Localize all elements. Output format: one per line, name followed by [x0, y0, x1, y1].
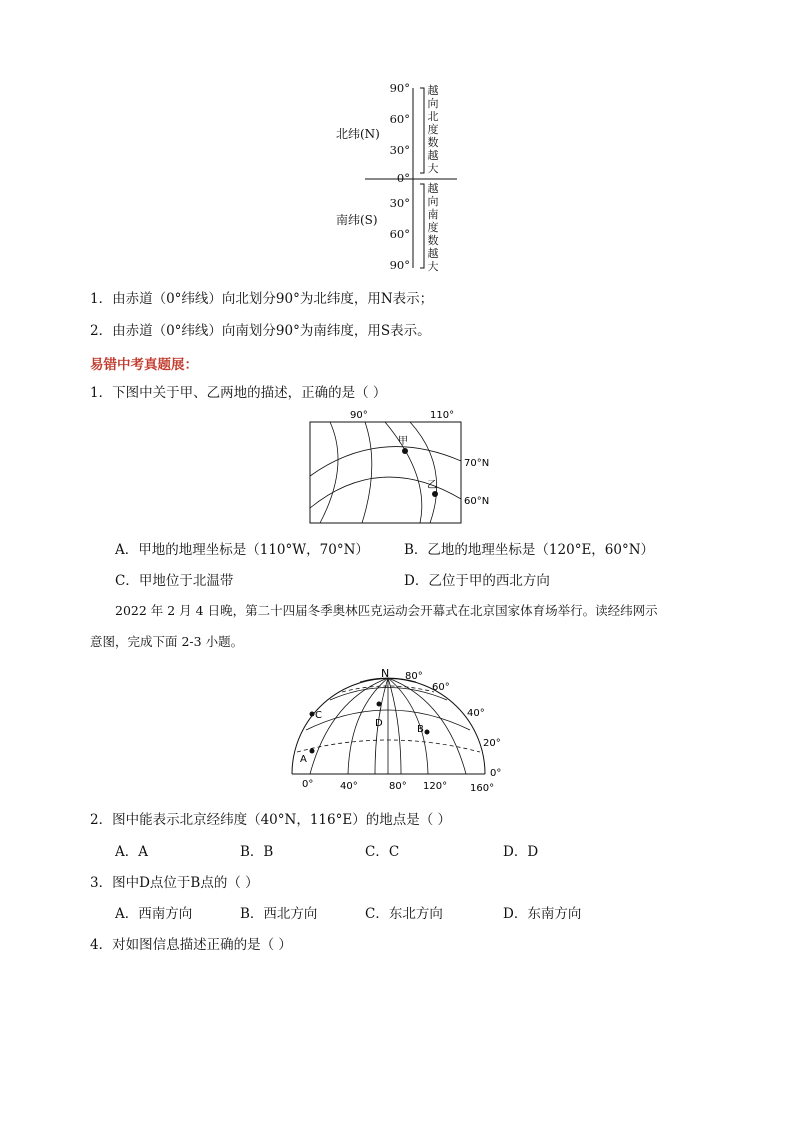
point-d — [377, 702, 382, 707]
fig2-lon-80: 80° — [389, 781, 407, 792]
tick-n60: 60° — [389, 112, 410, 126]
note-1: 1．由赤道（0°纬线）向北划分90°为北纬度，用N表示； — [90, 291, 434, 307]
south-note: 越 向 南 度 数 越 大 — [427, 182, 439, 273]
q3-option-a[interactable]: A．西南方向 — [115, 906, 193, 922]
q1-option-d[interactable]: D．乙位于甲的西北方向 — [404, 573, 550, 589]
north-label: 北纬(N) — [336, 127, 380, 141]
passage-line-1: 2022 年 2 月 4 日晚，第二十四届冬季奥林匹克运动会开幕式在北京国家体育场举行。读经纬网示 — [115, 603, 658, 618]
tick-n30: 30° — [389, 143, 410, 157]
point-c — [310, 712, 315, 717]
q2-option-a[interactable]: A．A — [115, 844, 148, 860]
q1-top-label-90: 90° — [350, 410, 368, 421]
fig2-lon-0: 0° — [302, 779, 314, 790]
point-jia — [402, 448, 408, 454]
latitude-axis — [360, 80, 470, 280]
fig2-lon-120: 120° — [423, 781, 448, 792]
q3-stem: 3．图中D点位于B点的（ ） — [90, 875, 259, 891]
q1-top-label-110: 110° — [430, 410, 455, 421]
fig2-lat-60: 60° — [432, 682, 450, 693]
q2-option-d[interactable]: D．D — [503, 844, 539, 860]
passage-line-2: 意图，完成下面 2-3 小题。 — [90, 634, 244, 649]
point-a — [310, 749, 315, 754]
fig2-point-label-c: C — [315, 710, 322, 721]
q2-option-c[interactable]: C．C — [365, 844, 400, 860]
q1-option-a[interactable]: A．甲地的地理坐标是（110°W，70°N） — [115, 542, 369, 558]
q3-option-d[interactable]: D．东南方向 — [503, 906, 582, 922]
q1-graticule-figure — [300, 406, 500, 526]
point-b — [425, 730, 430, 735]
point-yi — [432, 491, 438, 497]
fig2-point-label-a: A — [300, 754, 307, 765]
fig2-point-label-b: B — [417, 724, 424, 735]
fig2-lon-40: 40° — [340, 781, 358, 792]
tick-s60: 60° — [389, 227, 410, 241]
q2-option-b[interactable]: B．B — [240, 844, 274, 860]
q3-option-b[interactable]: B．西北方向 — [240, 906, 318, 922]
q1-stem: 1．下图中关于甲、乙两地的描述，正确的是（ ） — [90, 385, 387, 401]
fig2-lon-160: 160° — [470, 783, 495, 794]
tick-s30: 30° — [389, 196, 410, 210]
q1-option-c[interactable]: C．甲地位于北温带 — [115, 573, 234, 589]
q2-stem: 2．图中能表示北京经纬度（40°N，116°E）的地点是（ ） — [90, 812, 451, 828]
tick-n90: 90° — [389, 81, 410, 95]
north-note: 越 向 北 度 数 越 大 — [427, 84, 439, 175]
tick-s90: 90° — [389, 258, 410, 272]
section-title: 易错中考真题展： — [90, 357, 198, 373]
q1-point-label-jia: 甲 — [398, 436, 408, 447]
fig2-lat-40: 40° — [467, 708, 485, 719]
fig2-lat-0: 0° — [490, 768, 502, 779]
fig2-pole-label: N — [381, 667, 390, 680]
fig2-point-label-d: D — [375, 718, 383, 729]
q1-point-label-yi: 乙 — [427, 480, 437, 491]
q3-option-c[interactable]: C．东北方向 — [365, 906, 443, 922]
hemisphere-graticule-figure — [280, 660, 520, 795]
fig2-lat-20: 20° — [483, 738, 501, 749]
south-label: 南纬(S) — [336, 213, 378, 227]
note-2: 2．由赤道（0°纬线）向南划分90°为南纬度，用S表示。 — [90, 323, 431, 339]
q1-right-label-60n: 60°N — [464, 496, 490, 507]
q4-stem: 4．对如图信息描述正确的是（ ） — [90, 937, 292, 953]
tick-equator: 0° — [396, 171, 410, 185]
q1-option-b[interactable]: B．乙地的地理坐标是（120°E，60°N） — [404, 542, 655, 558]
q1-right-label-70n: 70°N — [464, 458, 490, 469]
fig2-lat-80: 80° — [405, 671, 423, 682]
